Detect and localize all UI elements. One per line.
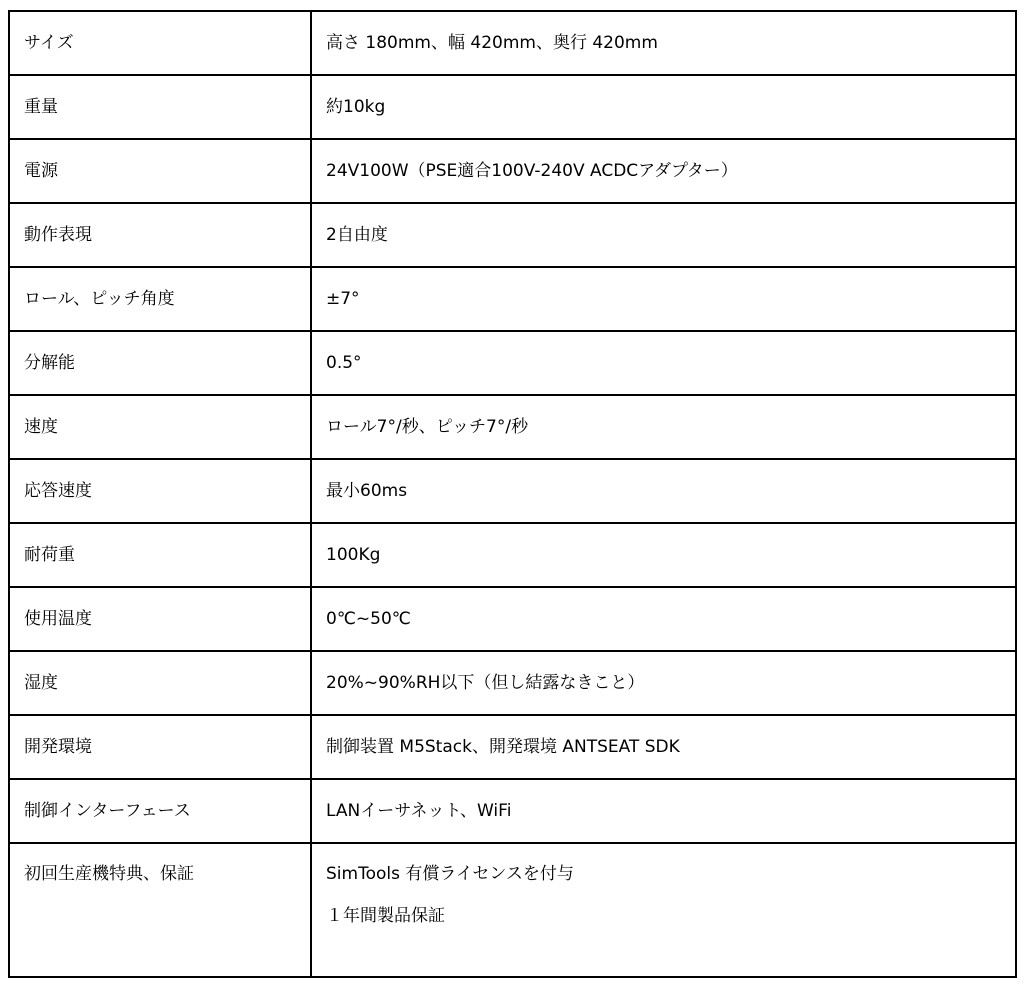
spec-label: 初回生産機特典、保証 — [9, 843, 311, 977]
table-row — [9, 139, 1016, 203]
spec-label: 湿度 — [9, 651, 311, 715]
spec-value: 0℃~50℃ — [311, 587, 1016, 651]
spec-value: 最小60ms — [311, 459, 1016, 523]
spec-value: 制御装置 M5Stack、開発環境 ANTSEAT SDK — [311, 715, 1016, 779]
spec-label: 分解能 — [9, 331, 311, 395]
spec-label: 速度 — [9, 395, 311, 459]
spec-value-multiline — [311, 843, 1016, 977]
spec-label: 応答速度 — [9, 459, 311, 523]
spec-label: 開発環境 — [9, 715, 311, 779]
table-row — [9, 203, 1016, 267]
spec-value: 0.5° — [311, 331, 1016, 395]
spec-value: 高さ 180mm、幅 420mm、奥行 420mm — [311, 11, 1016, 75]
spec-table — [8, 10, 1017, 978]
table-row — [9, 395, 1016, 459]
spec-value: 24V100W（PSE適合100V-240V ACDCアダプター） — [311, 139, 1016, 203]
spec-value-line: １年間製品保証 — [326, 906, 445, 926]
table-row — [9, 267, 1016, 331]
spec-label: 重量 — [9, 75, 311, 139]
spec-value: 約10kg — [311, 75, 1016, 139]
spec-value: 2自由度 — [311, 203, 1016, 267]
spec-label: 使用温度 — [9, 587, 311, 651]
spec-value: LANイーサネット、WiFi — [311, 779, 1016, 843]
spec-value-line: SimTools 有償ライセンスを付与 — [326, 864, 574, 884]
table-row — [9, 587, 1016, 651]
spec-value: ±7° — [311, 267, 1016, 331]
spec-label: サイズ — [9, 11, 311, 75]
spec-value: 20%~90%RH以下（但し結露なきこと） — [311, 651, 1016, 715]
spec-value: ロール7°/秒、ピッチ7°/秒 — [311, 395, 1016, 459]
table-row — [9, 779, 1016, 843]
spec-label: 動作表現 — [9, 203, 311, 267]
table-row — [9, 715, 1016, 779]
table-row — [9, 459, 1016, 523]
table-row — [9, 651, 1016, 715]
spec-label: ロール、ピッチ角度 — [9, 267, 311, 331]
table-row — [9, 523, 1016, 587]
table-row — [9, 11, 1016, 75]
spec-label: 耐荷重 — [9, 523, 311, 587]
table-row — [9, 843, 1016, 977]
spec-label: 制御インターフェース — [9, 779, 311, 843]
table-row — [9, 331, 1016, 395]
spec-label: 電源 — [9, 139, 311, 203]
spec-value: 100Kg — [311, 523, 1016, 587]
table-row — [9, 75, 1016, 139]
